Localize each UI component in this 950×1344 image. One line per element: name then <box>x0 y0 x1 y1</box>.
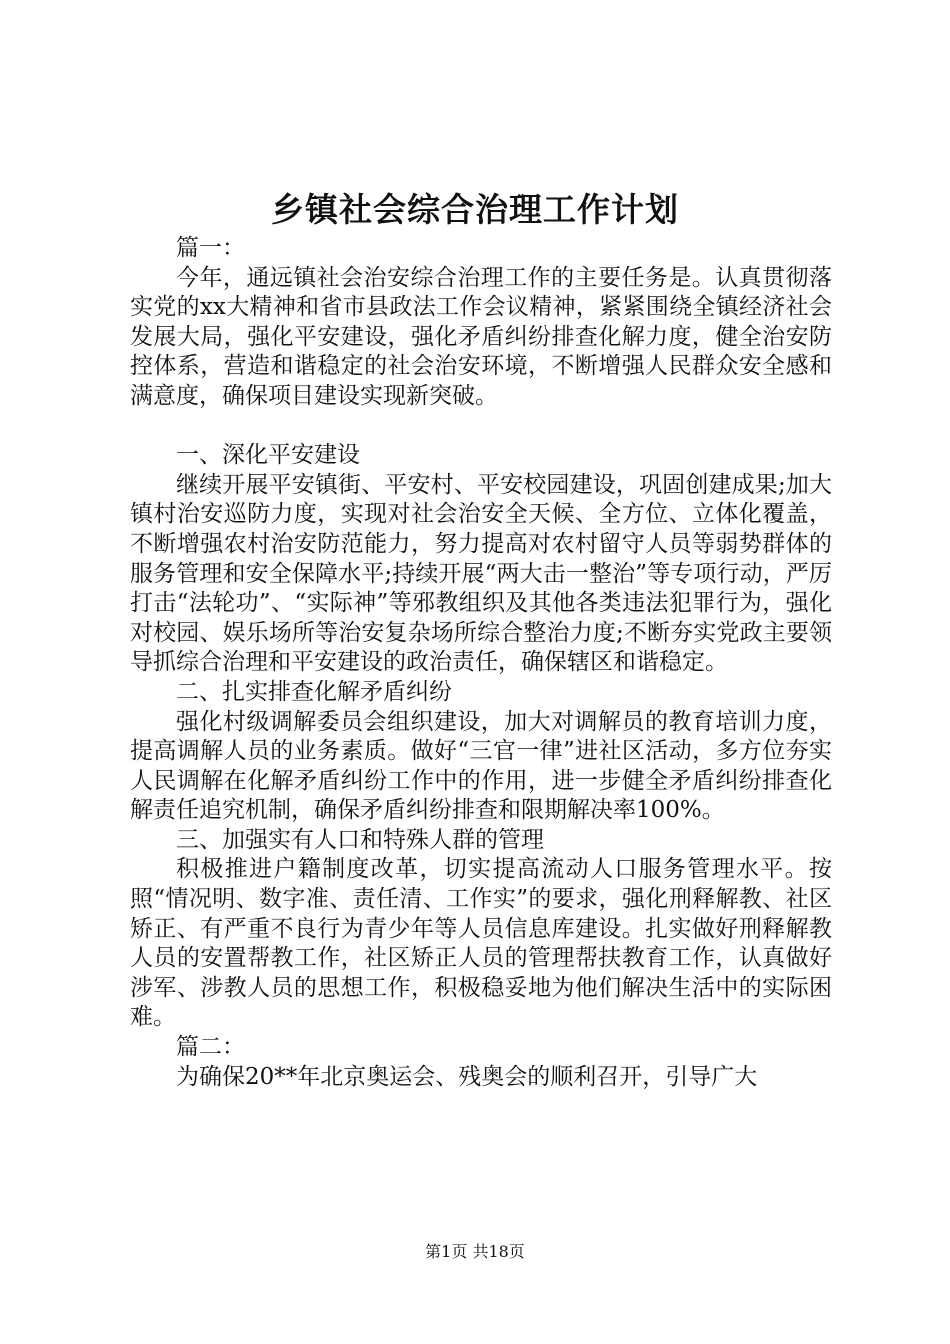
document-body <box>130 234 832 1092</box>
section-heading-2: 二、扎实排查化解矛盾纠纷 <box>176 678 452 705</box>
section-1-paragraph: 继续开展平安镇街、平安村、平安校园建设，巩固创建成果;加大镇村治安巡防力度，实现对社会治安全天候、全方位、立体化覆盖，不断增强农村治安防范能力，努力提高对农村留守人员等弱势群体的服务管理和安全保障水平;持续开展“两大击一整治”等专项行动，严厉打击“法轮功”、“实际神”等邪教组织及其他各类违法犯罪行为，强化对校园、娱乐场所等治安复杂场所综合整治力度;不断夯实党政主要领导抓综合治理和平安建设的政治责任，确保辖区和谐稳定。 <box>130 471 832 676</box>
section-heading-3: 三、加强实有人口和特殊人群的管理 <box>176 826 544 853</box>
section-3-paragraph: 积极推进户籍制度改革，切实提高流动人口服务管理水平。按照“情况明、数字准、责任清、工作实”的要求，强化刑释解教、社区矫正、有严重不良行为青少年等人员信息库建设。扎实做好刑释解教人员的安置帮教工作，社区矫正人员的管理帮扶教育工作，认真做好涉军、涉教人员的思想工作，积极稳妥地为他们解决生活中的实际困难。 <box>130 856 832 1031</box>
part-two-paragraph: 为确保20**年北京奥运会、残奥会的顺利召开，引导广大 <box>176 1063 758 1090</box>
section-label-part-two: 篇二： <box>176 1034 245 1061</box>
document-title: 乡镇社会综合治理工作计划 <box>271 190 679 229</box>
section-heading-1: 一、深化平安建设 <box>176 442 360 469</box>
page-footer: 第1页 共18页 <box>425 1242 525 1261</box>
section-label-part-one: 篇一： <box>176 235 245 261</box>
section-2-paragraph: 强化村级调解委员会组织建设，加大对调解员的教育培训力度，提高调解人员的业务素质。做好“三官一律”进社区活动，多方位夯实人民调解在化解矛盾纠纷工作中的作用，进一步健全矛盾纠纷排查化解责任追究机制，确保矛盾纠纷排查和限期解决率100%。 <box>130 708 832 824</box>
intro-paragraph: 今年，通远镇社会治安综合治理工作的主要任务是。认真贯彻落实党的xx大精神和省市县政法工作会议精神，紧紧围绕全镇经济社会发展大局，强化平安建设，强化矛盾纠纷排查化解力度，健全治安防控体系，营造和谐稳定的社会治安环境，不断增强人民群众安全感和满意度，确保项目建设实现新突破。 <box>130 264 832 409</box>
